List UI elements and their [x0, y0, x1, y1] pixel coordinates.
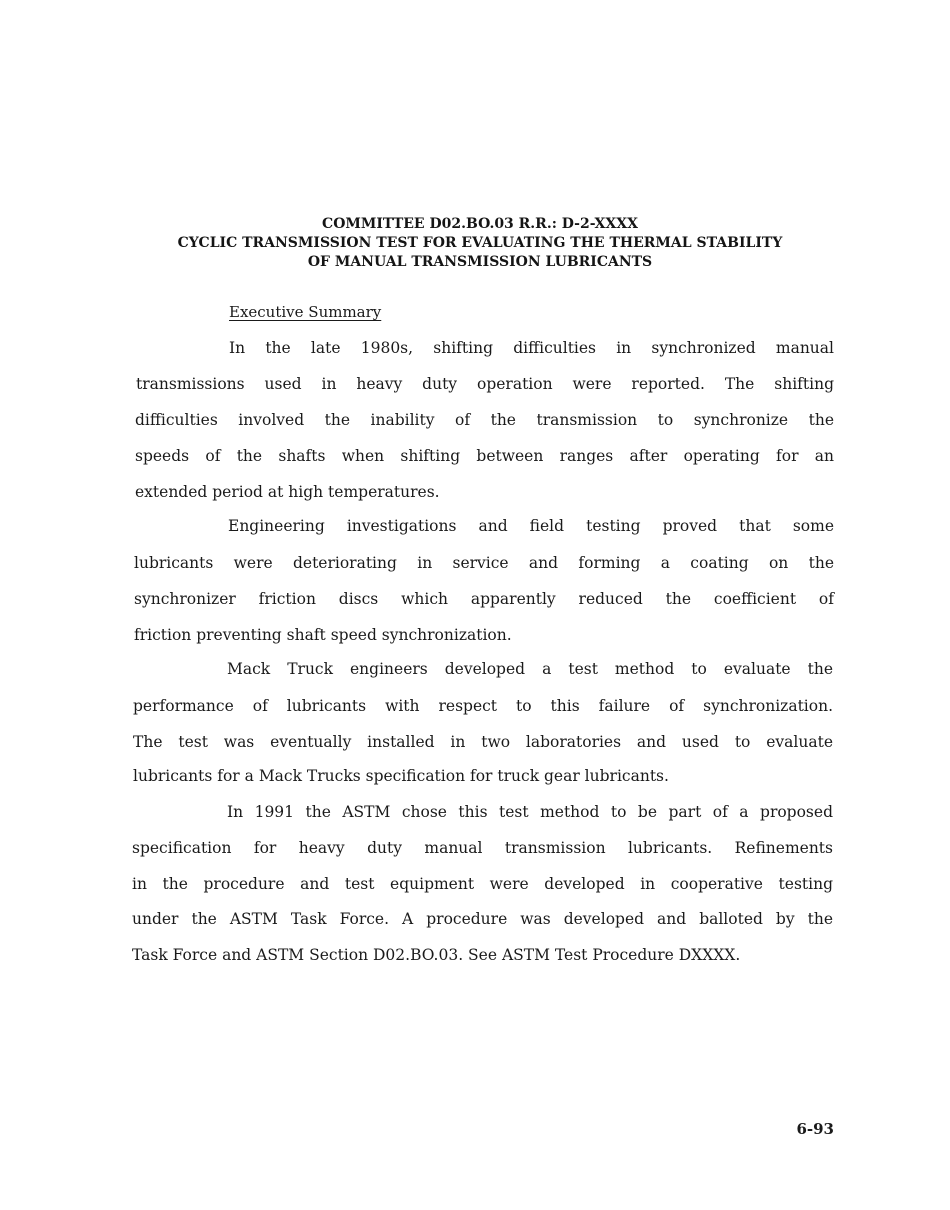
section-heading-executive-summary: Executive Summary — [229, 303, 382, 321]
paragraph-line: lubricants for a Mack Trucks specification for truck gear lubricants. — [133, 767, 669, 785]
paragraph-line: synchronizer friction discs which apparently reduced the coefficient of — [134, 590, 834, 608]
paragraph-line: friction preventing shaft speed synchronization. — [134, 626, 512, 644]
paragraph-line: lubricants were deteriorating in service and forming a coating on the — [134, 554, 834, 572]
paragraph-line: difficulties involved the inability of the transmission to synchronize the — [135, 411, 834, 429]
paragraph-line: In 1991 the ASTM chose this test method to be part of a proposed — [227, 803, 833, 821]
paragraph-line: speeds of the shafts when shifting between ranges after operating for an — [135, 447, 834, 465]
document-header — [150, 215, 810, 272]
paragraph-line: Engineering investigations and field testing proved that some — [228, 517, 834, 535]
paragraph-line: under the ASTM Task Force. A procedure was developed and balloted by the — [132, 910, 833, 928]
document-title-line-1: CYCLIC TRANSMISSION TEST FOR EVALUATING THE THERMAL STABILITY — [177, 235, 783, 251]
committee-line: COMMITTEE D02.BO.03 R.R.: D-2-XXXX — [322, 216, 638, 232]
paragraph-line: in the procedure and test equipment were developed in cooperative testing — [132, 875, 833, 893]
paragraph-line: specification for heavy duty manual transmission lubricants. Refinements — [132, 839, 833, 857]
paragraph-line: Mack Truck engineers developed a test method to evaluate the — [227, 660, 833, 678]
paragraph-line: Task Force and ASTM Section D02.BO.03. See ASTM Test Procedure DXXXX. — [132, 946, 741, 964]
paragraph-line: The test was eventually installed in two laboratories and used to evaluate — [133, 733, 833, 751]
paragraph-line: In the late 1980s, shifting difficulties in synchronized manual — [229, 339, 834, 357]
paragraph-line: extended period at high temperatures. — [135, 483, 440, 501]
document-title-line-2: OF MANUAL TRANSMISSION LUBRICANTS — [307, 254, 653, 270]
paragraph-line: performance of lubricants with respect to this failure of synchronization. — [133, 697, 833, 715]
paragraph-line: transmissions used in heavy duty operation were reported. The shifting — [136, 375, 834, 393]
page-number: 6-93 — [796, 1120, 834, 1138]
